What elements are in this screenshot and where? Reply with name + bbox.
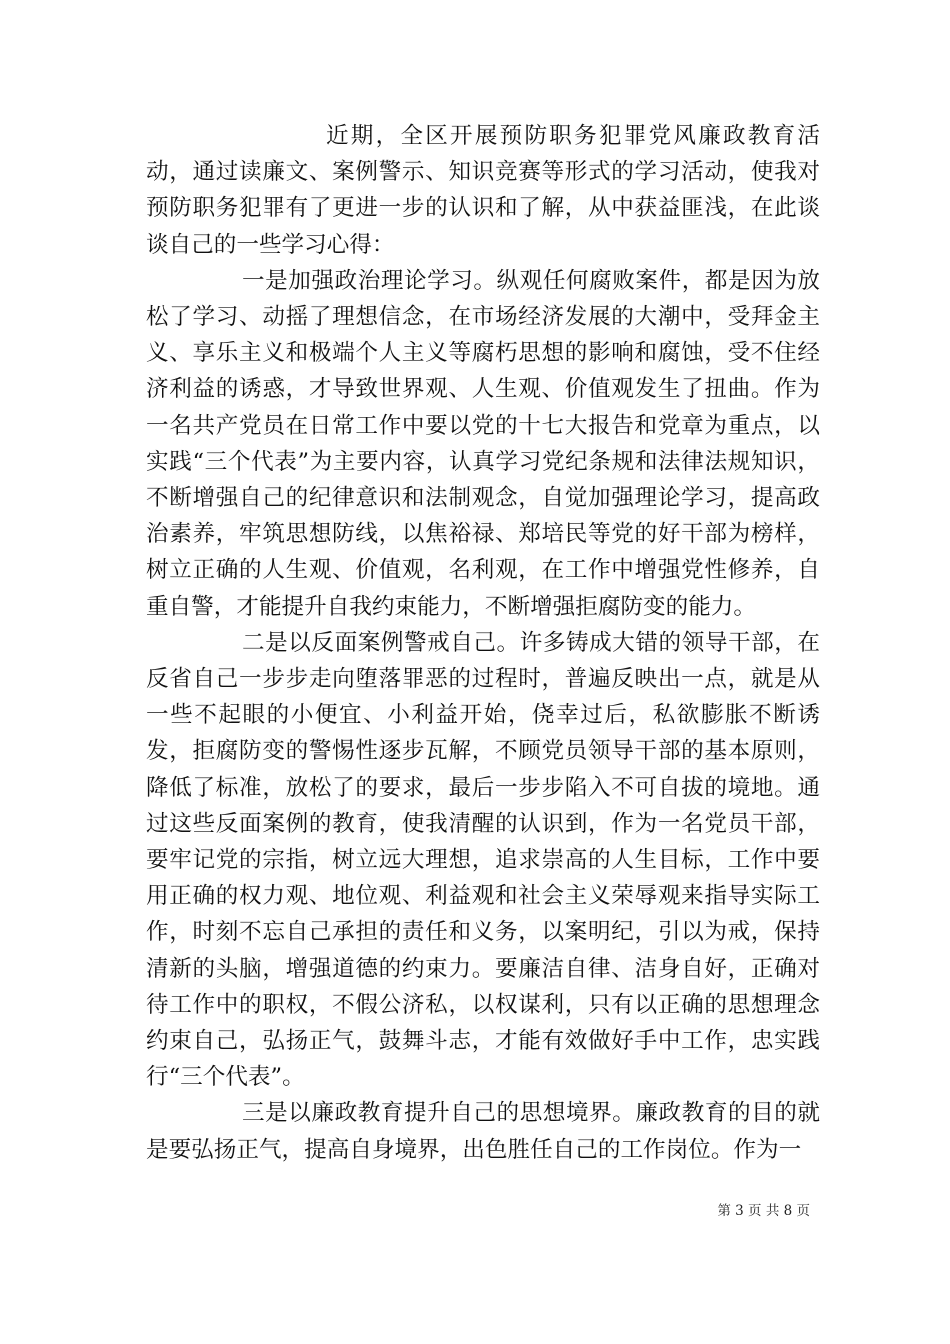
document-body (146, 118, 820, 1168)
paragraph-point-three: 三是以廉政教育提升自己的思想境界。廉政教育的目的就是要弘扬正气，提高自身境界，出色胜任自己的工作岗位。作为一 (146, 1100, 820, 1163)
page-number-footer: 第 3 页 共 8 页 (717, 1203, 810, 1219)
paragraph-intro: 近期，全区开展预防职务犯罪党风廉政教育活动，通过读廉文、案例警示、知识竞赛等形式的学习活动，使我对预防职务犯罪有了更进一步的认识和了解，从中获益匪浅，在此谈谈自己的一些学习心得： (146, 123, 820, 258)
paragraph-point-two: 二是以反面案例警戒自己。许多铸成大错的领导干部，在反省自己一步步走向堕落罪恶的过程时，普遍反映出一点，就是从一些不起眼的小便宜、小利益开始，侥幸过后，私欲膨胀不断诱发，拒腐防变的警惕性逐步瓦解，不顾党员领导干部的基本原则，降低了标准，放松了的要求，最后一步步陷入不可自拔的境地。通过这些反面案例的教育，使我清醒的认识到，作为一名党员干部，要牢记党的宗指，树立远大理想，追求崇高的人生目标，工作中要用正确的权力观、地位观、利益观和社会主义荣辱观来指导实际工作，时刻不忘自己承担的责任和义务，以案明纪，引以为戒，保持清新的头脑，增强道德的约束力。要廉洁自律、洁身自好，正确对待工作中的职权，不假公济私，以权谋利，只有以正确的思想理念约束自己，弘扬正气，鼓舞斗志，才能有效做好手中工作，忠实践行“三个代表”。 (146, 629, 820, 1091)
paragraph-point-one: 一是加强政治理论学习。纵观任何腐败案件，都是因为放松了学习、动摇了理想信念，在市场经济发展的大潮中，受拜金主义、享乐主义和极端个人主义等腐朽思想的影响和腐蚀，受不住经济利益的诱惑，才导致世界观、人生观、价值观发生了扭曲。作为一名共产党员在日常工作中要以党的十七大报告和党章为重点，以实践“三个代表”为主要内容，认真学习党纪条规和法律法规知识，不断增强自己的纪律意识和法制观念，自觉加强理论学习，提高政治素养，牢筑思想防线，以焦裕禄、郑培民等党的好干部为榜样，树立正确的人生观、价值观，名利观，在工作中增强党性修养，自重自警，才能提升自我约束能力，不断增强拒腐防变的能力。 (146, 267, 820, 620)
